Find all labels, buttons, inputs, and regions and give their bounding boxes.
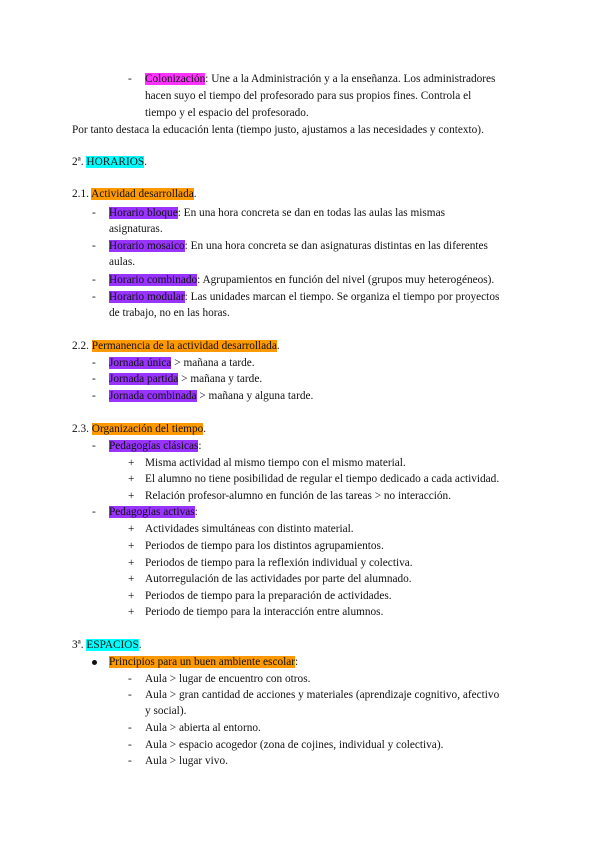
item-text: : Une a la Administración y a la enseñanza. Los administradores (205, 73, 496, 85)
punctuation: : (194, 506, 198, 518)
plus-bullet: + (128, 590, 135, 602)
sub-list-item: Relación profesor-alumno en función de las tareas > no interacción. (145, 490, 452, 502)
section-number: 3ª. (72, 639, 84, 651)
dash-bullet: - (128, 73, 132, 85)
sub-list-item: Periodos de tiempo para la preparación de actividades. (145, 590, 392, 602)
round-bullet (92, 660, 97, 665)
highlight-term: Principios para un buen ambiente escolar (109, 656, 296, 668)
highlight-term: Horario bloque (109, 207, 178, 219)
subsection-title: Organización del tiempo (91, 423, 204, 435)
highlight-term: Horario mosaico (109, 240, 185, 252)
sub-list-item: Aula > espacio acogedor (zona de cojines, individual y colectiva). (145, 739, 444, 751)
sub-list-item: Periodos de tiempo para los distintos agrupamientos. (145, 540, 384, 552)
subsection-title: Actividad desarrollada (91, 188, 194, 200)
dash-bullet: - (128, 755, 132, 767)
highlight-term: Pedagogías activas (109, 506, 195, 518)
plus-bullet: + (128, 540, 135, 552)
sub-list-item: Aula > lugar vivo. (145, 755, 228, 767)
paragraph: Por tanto destaca la educación lenta (tiempo justo, ajustamos a las necesidades y contexto). (72, 124, 484, 136)
highlight-term: Colonización (145, 73, 206, 85)
item-text: : Las unidades marcan el tiempo. Se organiza el tiempo por proyectos (184, 291, 500, 303)
list-item (109, 389, 313, 403)
subsection-title: Permanencia de la actividad desarrollada (91, 340, 277, 352)
list-item-cont: aulas. (109, 256, 136, 268)
list-item-cont: tiempo y el espacio del profesorado. (145, 107, 309, 119)
dash-bullet: - (92, 506, 96, 518)
plus-bullet: + (128, 473, 135, 485)
section-number: 2ª. (72, 156, 84, 168)
highlight-term: Horario modular (109, 291, 185, 303)
subsection-heading (72, 339, 280, 353)
item-text: > mañana y tarde. (178, 373, 263, 385)
subsection-heading (72, 187, 197, 201)
dash-bullet: - (128, 739, 132, 751)
punctuation: . (203, 423, 207, 435)
sub-list-item: Autorregulación de las actividades por parte del alumnado. (145, 573, 412, 585)
sub-list-item: Periodos de tiempo para la reflexión individual y colectiva. (145, 557, 413, 569)
sub-list-item: Misma actividad al mismo tiempo con el mismo material. (145, 457, 406, 469)
highlight-term: Jornada partida (109, 373, 179, 385)
plus-bullet: + (128, 457, 135, 469)
dash-bullet: - (92, 207, 96, 219)
punctuation: . (276, 340, 280, 352)
section-heading (72, 155, 147, 169)
list-item (145, 72, 495, 86)
dash-bullet: - (92, 240, 96, 252)
sub-list-item: Aula > gran cantidad de acciones y materiales (aprendizaje cognitivo, afectivo (145, 689, 500, 701)
plus-bullet: + (128, 490, 135, 502)
sub-list-item: El alumno no tiene posibilidad de regular el tiempo dedicado a cada actividad. (145, 473, 500, 485)
item-text: : En una hora concreta se dan asignaturas distintas en las diferentes (184, 240, 488, 252)
highlight-term: Pedagogías clásicas (109, 440, 199, 452)
punctuation: . (138, 639, 142, 651)
dash-bullet: - (92, 373, 96, 385)
item-text: > mañana a tarde. (171, 357, 255, 369)
highlight-term: Jornada combinada (109, 390, 197, 402)
punctuation: . (193, 188, 197, 200)
dash-bullet: - (128, 673, 132, 685)
list-item (109, 655, 298, 669)
sub-list-item: Aula > lugar de encuentro con otros. (145, 673, 311, 685)
dash-bullet: - (92, 357, 96, 369)
sub-list-item: Periodo de tiempo para la interacción entre alumnos. (145, 606, 384, 618)
section-title: HORARIOS (86, 156, 145, 168)
sub-list-item-cont: y social). (145, 705, 187, 717)
section-title: ESPACIOS (86, 639, 139, 651)
list-item (109, 439, 202, 453)
sub-list-item: Actividades simultáneas con distinto material. (145, 523, 354, 535)
list-item (109, 372, 262, 386)
dash-bullet: - (92, 390, 96, 402)
item-text: : Agrupamientos en función del nivel (grupos muy heterogéneos). (197, 274, 495, 286)
item-text: > mañana y alguna tarde. (196, 390, 314, 402)
plus-bullet: + (128, 557, 135, 569)
dash-bullet: - (92, 274, 96, 286)
list-item (109, 356, 255, 370)
dash-bullet: - (92, 440, 96, 452)
plus-bullet: + (128, 573, 135, 585)
punctuation: : (198, 440, 202, 452)
list-item-cont: de trabajo, no en las horas. (109, 307, 230, 319)
list-item (109, 505, 198, 519)
highlight-term: Jornada única (109, 357, 172, 369)
item-text: : En una hora concreta se dan en todas las aulas las mismas (177, 207, 445, 219)
list-item (109, 239, 488, 253)
dash-bullet: - (128, 689, 132, 701)
section-heading (72, 638, 142, 652)
list-item (109, 290, 499, 304)
dash-bullet: - (92, 291, 96, 303)
dash-bullet: - (128, 722, 132, 734)
subsection-number: 2.2. (72, 340, 89, 352)
sub-list-item: Aula > abierta al entorno. (145, 722, 261, 734)
subsection-heading (72, 422, 206, 436)
subsection-number: 2.1. (72, 188, 89, 200)
punctuation: : (295, 656, 299, 668)
list-item-cont: hacen suyo el tiempo del profesorado para sus propios fines. Controla el (145, 90, 472, 102)
subsection-number: 2.3. (72, 423, 89, 435)
plus-bullet: + (128, 606, 135, 618)
punctuation: . (144, 156, 147, 168)
highlight-term: Horario combinado (109, 274, 198, 286)
plus-bullet: + (128, 523, 135, 535)
list-item-cont: asignaturas. (109, 223, 163, 235)
list-item (109, 206, 445, 220)
list-item (109, 273, 494, 287)
